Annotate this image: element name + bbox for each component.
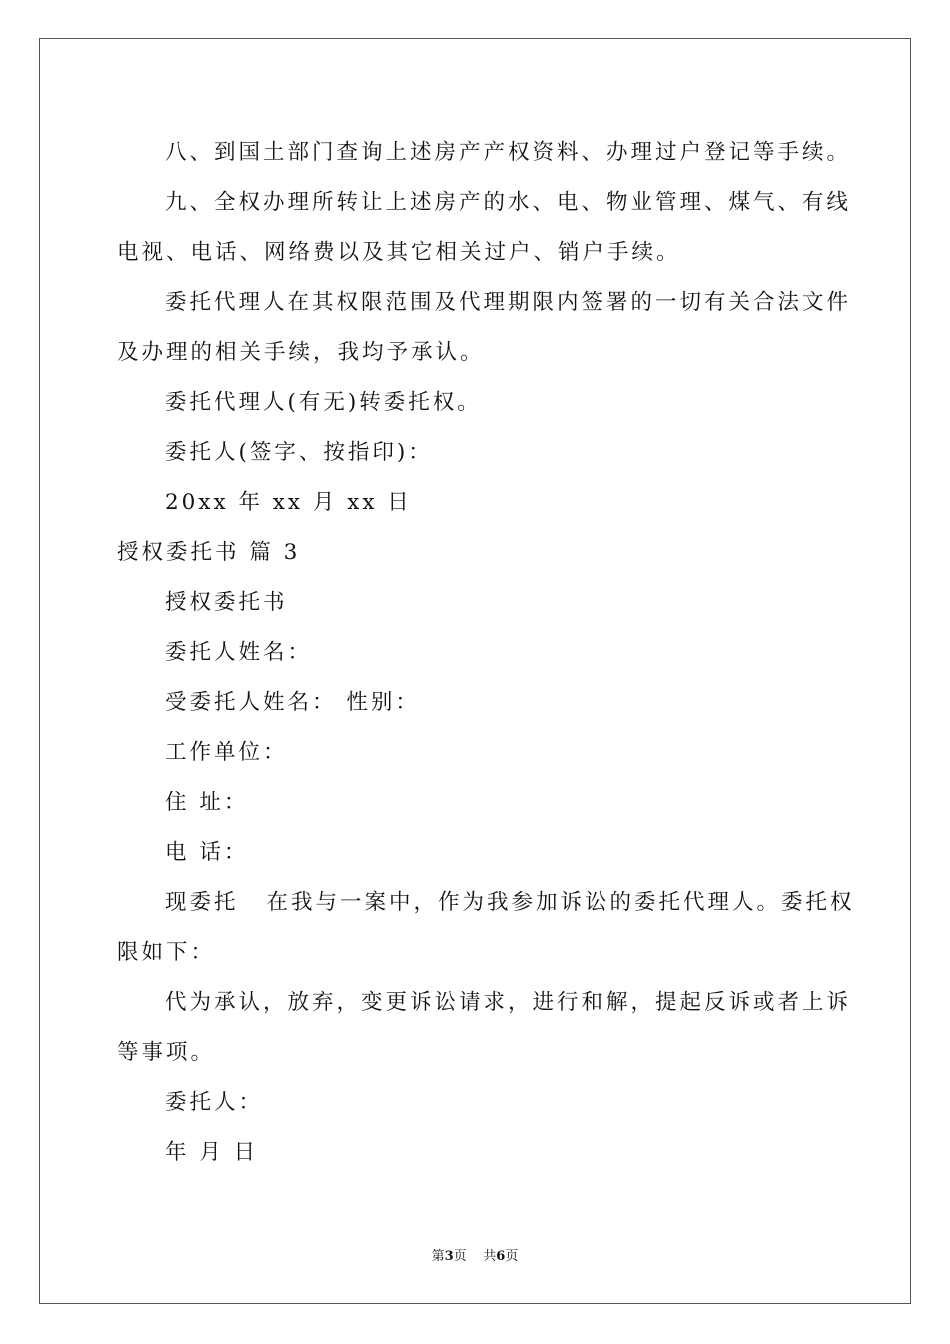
date-line: 20xx 年 xx 月 xx 日 <box>165 490 412 515</box>
paragraph-acknowledgement: 委托代理人在其权限范围及代理期限内签署的一切有关合法文件 <box>165 290 852 315</box>
footer-page-prefix: 第 <box>431 1249 445 1264</box>
page-footer <box>0 1245 950 1264</box>
footer-total-prefix: 共 <box>483 1249 497 1264</box>
principal-signature-line: 委托人(签字、按指印)： <box>165 440 433 465</box>
paragraph-item-8: 八、到国土部门查询上述房产产权资料、办理过户登记等手续。 <box>165 140 852 165</box>
footer-total-pages: 6 <box>496 1249 506 1264</box>
footer-page-number: 3 <box>444 1249 454 1264</box>
phone-field: 电 话： <box>165 840 249 865</box>
delegation-body: 在我与一案中，作为我参加诉讼的委托代理人。委托权 <box>266 890 855 915</box>
footer-page-suffix: 页 <box>453 1249 467 1264</box>
delegation-lead: 现委托 <box>165 890 239 915</box>
work-unit-field: 工作单位： <box>165 740 288 765</box>
document-body <box>117 128 855 1178</box>
paragraph-item-9-cont: 电视、电话、网络费以及其它相关过户、销户手续。 <box>117 240 681 265</box>
paragraph-acknowledgement-cont: 及办理的相关手续，我均予承认。 <box>117 340 485 365</box>
signature-date-line: 年 月 日 <box>165 1140 259 1165</box>
principal-line: 委托人： <box>165 1090 264 1115</box>
authority-paragraph-cont: 等事项。 <box>117 1040 216 1065</box>
delegation-paragraph-cont: 限如下： <box>117 940 216 965</box>
agent-name-field: 受委托人姓名： 性别： <box>165 690 420 715</box>
paragraph-item-9: 九、全权办理所转让上述房产的水、电、物业管理、煤气、有线 <box>165 190 852 215</box>
authority-paragraph: 代为承认，放弃，变更诉讼请求，进行和解，提起反诉或者上诉 <box>165 990 852 1015</box>
paragraph-subdelegation: 委托代理人(有无)转委托权。 <box>165 390 482 415</box>
document-title: 授权委托书 <box>165 590 288 615</box>
section-heading: 授权委托书 篇 3 <box>117 540 301 565</box>
address-field: 住 址： <box>165 790 249 815</box>
delegation-paragraph <box>117 878 855 928</box>
footer-total-suffix: 页 <box>505 1249 519 1264</box>
principal-name-field: 委托人姓名： <box>165 640 313 665</box>
